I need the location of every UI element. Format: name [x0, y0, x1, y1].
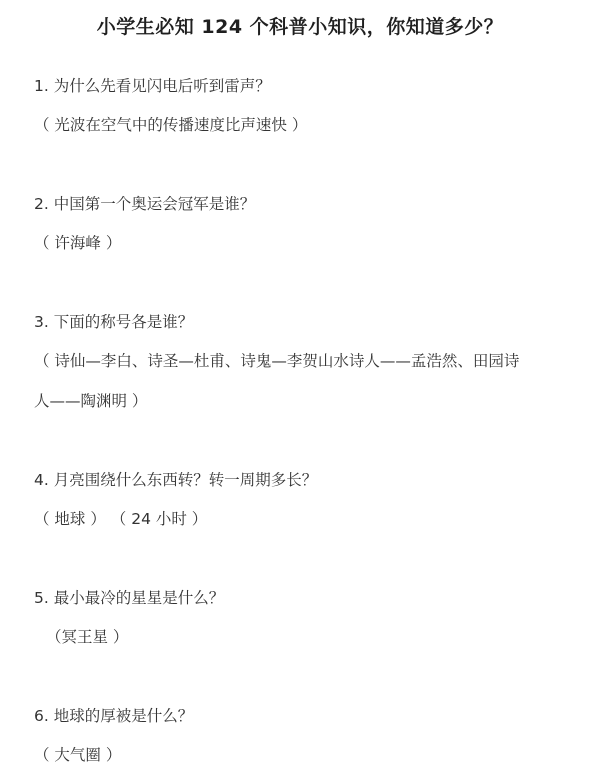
- question-3: 3. 下面的称号各是谁？: [34, 313, 194, 331]
- answer-5: （冥王星 ）: [46, 628, 129, 646]
- answer-4: （ 地球 ） （ 24 小时 ）: [34, 510, 208, 528]
- question-5: 5. 最小最冷的星星是什么？: [34, 589, 225, 607]
- answer-3-line-2: 人——陶渊明 ）: [34, 392, 148, 410]
- question-4: 4. 月亮围绕什么东西转？转一周期多长？: [34, 471, 318, 489]
- answer-6: （ 大气圈 ）: [34, 746, 122, 764]
- page-title: 小学生必知 124 个科普小知识，你知道多少？: [96, 16, 504, 38]
- question-2: 2. 中国第一个奥运会冠军是谁？: [34, 195, 256, 213]
- answer-3-line-1: （ 诗仙—李白、诗圣—杜甫、诗鬼—李贺山水诗人——孟浩然、田园诗: [34, 352, 520, 370]
- answer-1: （ 光波在空气中的传播速度比声速快 ）: [34, 116, 308, 134]
- answer-2: （ 许海峰 ）: [34, 234, 122, 252]
- question-1: 1. 为什么先看见闪电后听到雷声？: [34, 77, 271, 95]
- question-6: 6. 地球的厚被是什么？: [34, 707, 194, 725]
